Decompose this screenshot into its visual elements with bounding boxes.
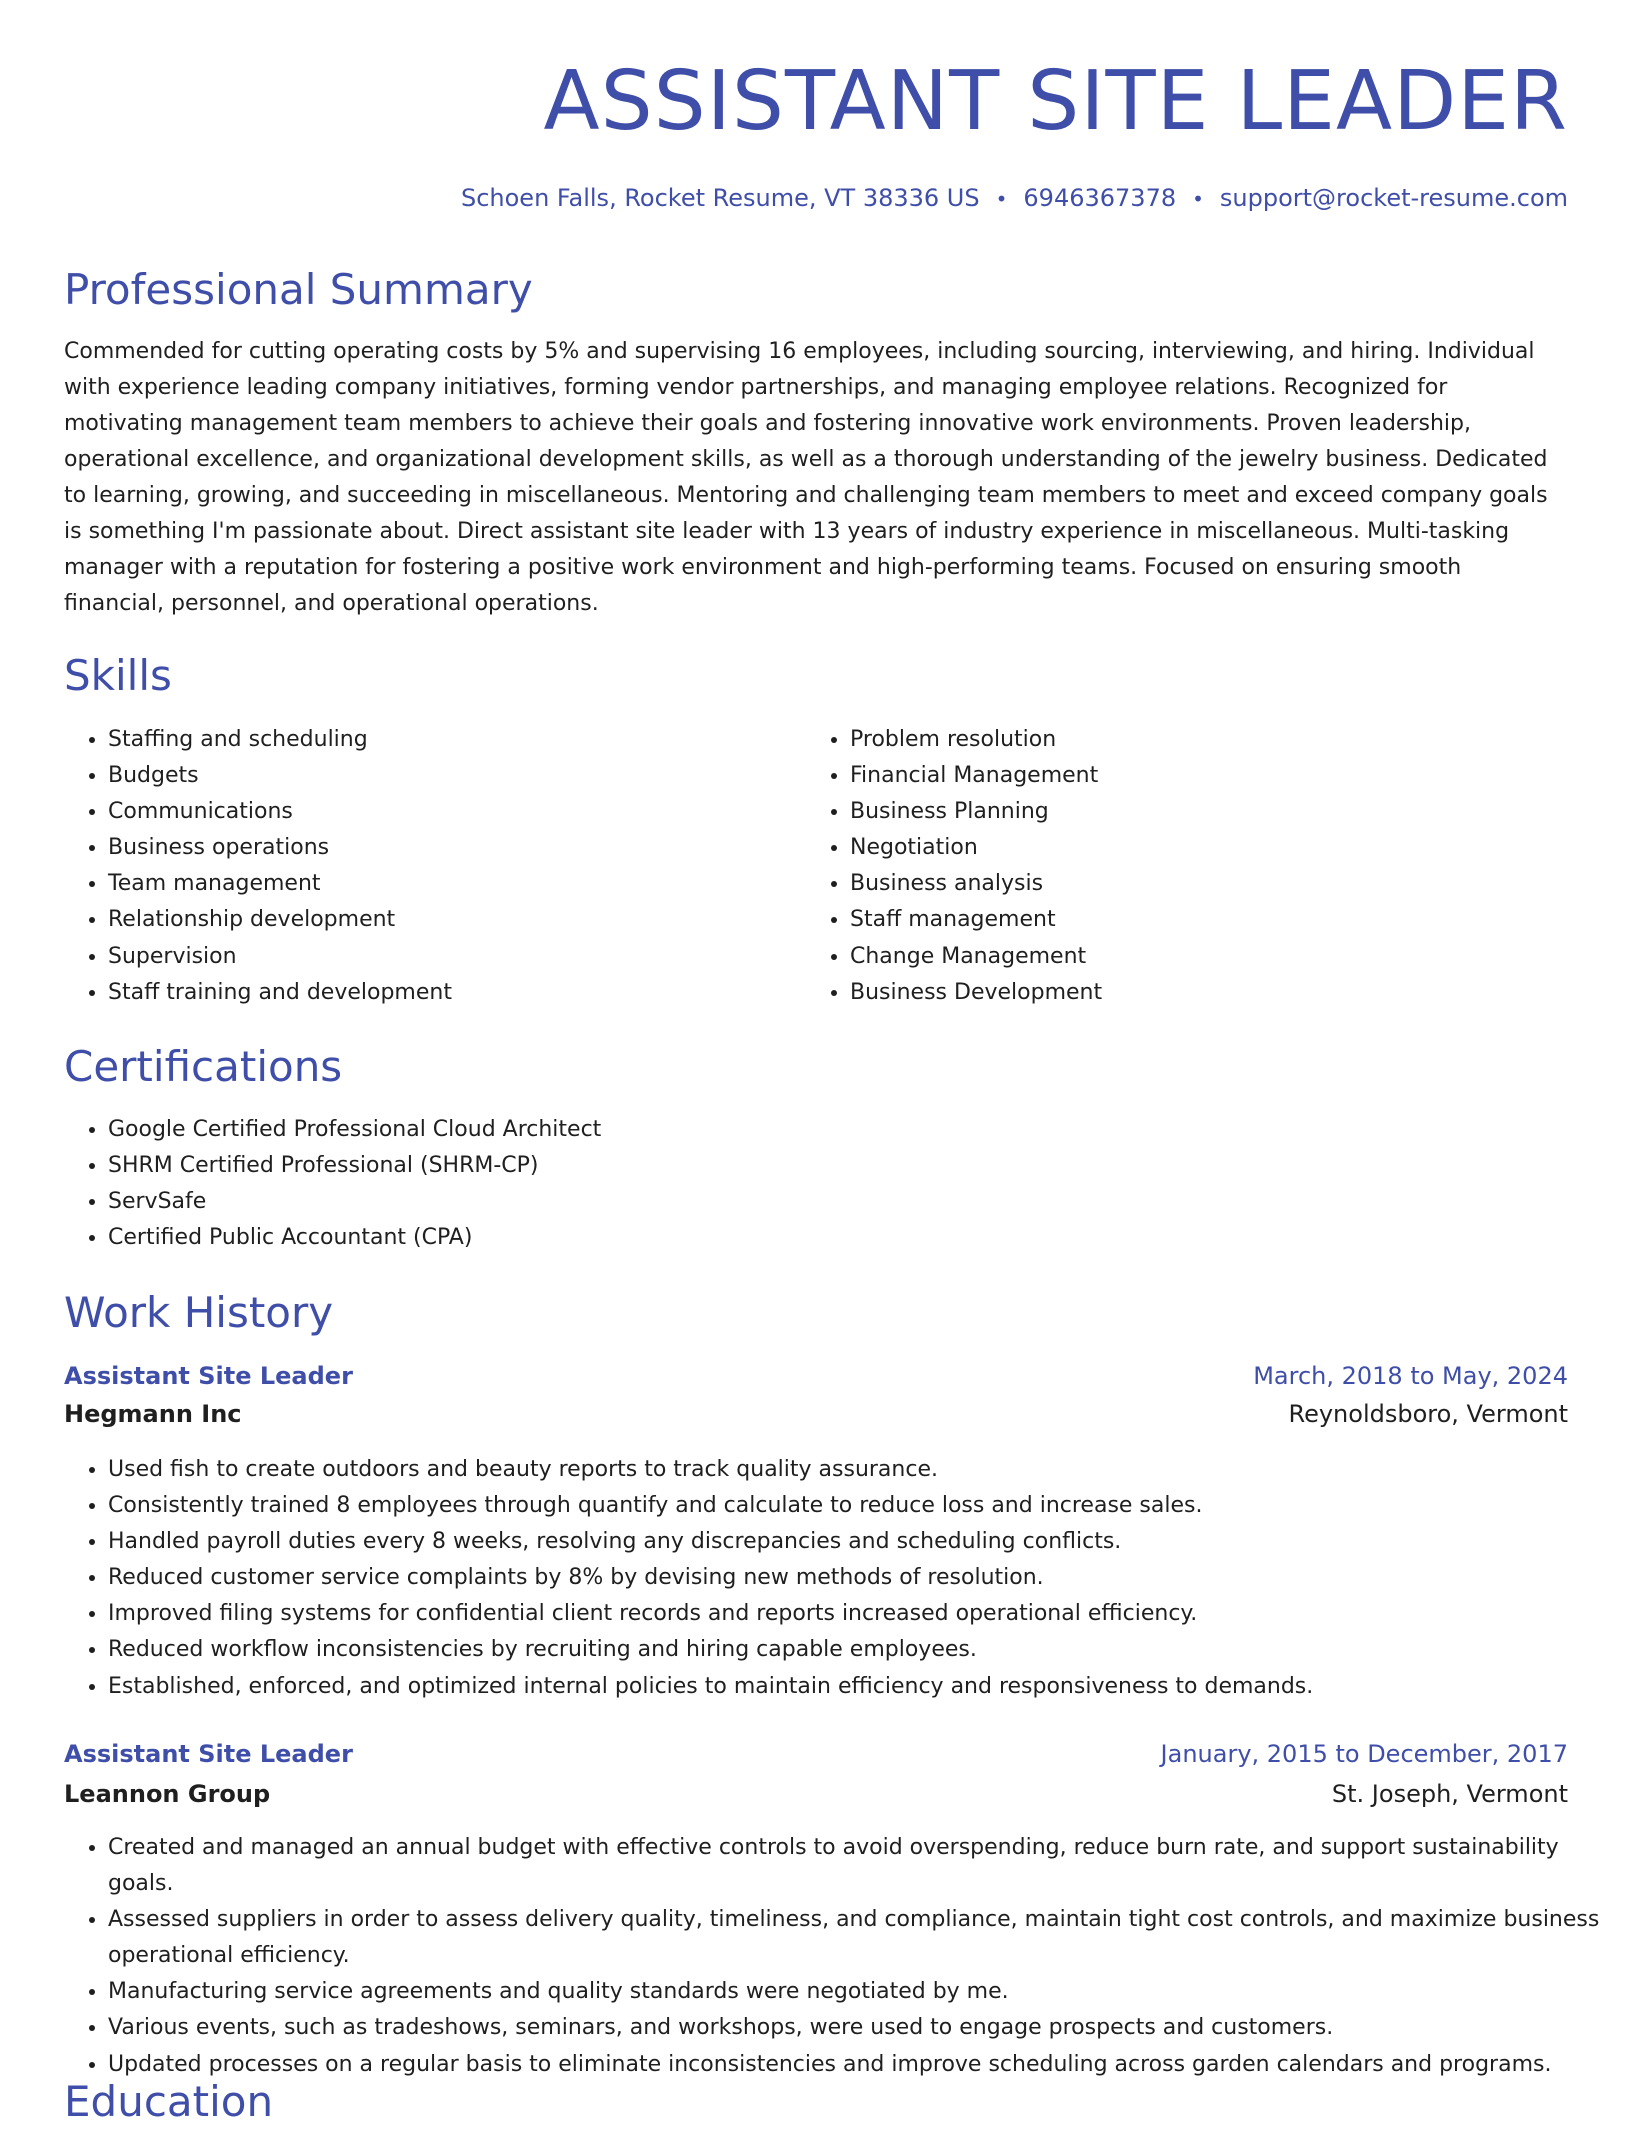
job-bullet: • Handled payroll duties every 8 weeks, resolving any discrepancies and scheduling conflicts. [108, 1524, 1568, 1560]
job-location: St. Joseph, Vermont [1331, 1780, 1568, 1808]
job-bullet: • Used fish to create outdoors and beauty reports to track quality assurance. [108, 1452, 1568, 1488]
job-company: Leannon Group [64, 1780, 271, 1808]
job-company: Hegmann Inc [64, 1400, 242, 1428]
skills-list-right [806, 722, 1550, 1011]
skill-item: • Negotiation [850, 830, 1550, 866]
contact-line [64, 180, 1568, 217]
contact-separator: • [1192, 187, 1204, 211]
skill-item: • Relationship development [108, 902, 808, 938]
job-title: Assistant Site Leader [64, 1740, 353, 1768]
resume-title: ASSISTANT SITE LEADER [543, 54, 1568, 149]
certification-item: • Certified Public Accountant (CPA) [108, 1220, 1548, 1256]
job-bullet: • Improved filing systems for confidential client records and reports increased operational efficiency. [108, 1596, 1568, 1632]
education-heading: Education [64, 2077, 274, 2126]
contact-phone: 6946367378 [1023, 184, 1177, 212]
skill-item: • Problem resolution [850, 722, 1550, 758]
job-bullet: • Various events, such as tradeshows, seminars, and workshops, were used to engage prospects and customers. [108, 2010, 1608, 2046]
skills-heading: Skills [64, 651, 172, 700]
skill-item: • Business Development [850, 975, 1550, 1011]
certifications-list [64, 1112, 1548, 1256]
contact-address: Schoen Falls, Rocket Resume, VT 38336 US [460, 184, 980, 212]
job-bullet: • Assessed suppliers in order to assess delivery quality, timeliness, and compliance, maintain tight cost controls, and maximize business operational efficiency. [108, 1902, 1608, 1974]
skills-list-left [64, 722, 808, 1011]
certification-item: • Google Certified Professional Cloud Architect [108, 1112, 1548, 1148]
certification-item: • ServSafe [108, 1184, 1548, 1220]
skill-item: • Financial Management [850, 758, 1550, 794]
job-bullet: • Manufacturing service agreements and quality standards were negotiated by me. [108, 1974, 1608, 2010]
skill-item: • Business analysis [850, 866, 1550, 902]
skill-item: • Staff management [850, 902, 1550, 938]
skill-item: • Change Management [850, 939, 1550, 975]
skill-item: • Business Planning [850, 794, 1550, 830]
job-bullet: • Reduced customer service complaints by 8% by devising new methods of resolution. [108, 1560, 1568, 1596]
contact-separator: • [995, 187, 1008, 211]
job-bullet: • Consistently trained 8 employees through quantify and calculate to reduce loss and increase sales. [108, 1488, 1568, 1524]
job-bullets [64, 1452, 1568, 1705]
job-bullets [64, 1830, 1608, 2083]
contact-email[interactable]: support@rocket-resume.com [1219, 184, 1568, 212]
job-bullet: • Reduced workflow inconsistencies by recruiting and hiring capable employees. [108, 1632, 1568, 1668]
job-dates: January, 2015 to December, 2017 [1160, 1740, 1568, 1768]
skill-item: • Business operations [108, 830, 808, 866]
job-dates: March, 2018 to May, 2024 [1253, 1362, 1568, 1390]
job-location: Reynoldsboro, Vermont [1288, 1400, 1568, 1428]
summary-heading: Professional Summary [64, 265, 533, 314]
job-bullet: • Established, enforced, and optimized internal policies to maintain efficiency and responsiveness to demands. [108, 1669, 1568, 1705]
certifications-heading: Certifications [64, 1042, 343, 1091]
skill-item: • Staff training and development [108, 975, 808, 1011]
certification-item: • SHRM Certified Professional (SHRM-CP) [108, 1148, 1548, 1184]
job-title: Assistant Site Leader [64, 1362, 353, 1390]
summary-text: Commended for cutting operating costs by 5% and supervising 16 employees, including sourcing, interviewing, and hiring. Individual with experience leading company initiatives, forming vendor partnerships, and managing employee relations. Recognized for motivating management team members to achieve their goals and fostering innovative work environments. Proven leadership, operational excellence, and organizational development skills, as well as a thorough understanding of the jewelry business. Dedicated to learning, growing, and succeeding in miscellaneous. Mentoring and challenging team members to meet and exceed company goals is something I'm passionate about. Direct assistant site leader with 13 years of industry experience in miscellaneous. Multi-tasking manager with a reputation for fostering a positive work environment and high-performing teams. Focused on ensuring smooth financial, personnel, and operational operations. [64, 339, 1548, 616]
skill-item: • Budgets [108, 758, 808, 794]
job-bullet: • Created and managed an annual budget with effective controls to avoid overspending, reduce burn rate, and support sustainability goals. [108, 1830, 1608, 1902]
skill-item: • Supervision [108, 939, 808, 975]
skill-item: • Team management [108, 866, 808, 902]
work-history-heading: Work History [64, 1288, 334, 1337]
job-bullet: • Updated processes on a regular basis to eliminate inconsistencies and improve scheduling across garden calendars and programs. [108, 2047, 1608, 2083]
skill-item: • Staffing and scheduling [108, 722, 808, 758]
skill-item: • Communications [108, 794, 808, 830]
